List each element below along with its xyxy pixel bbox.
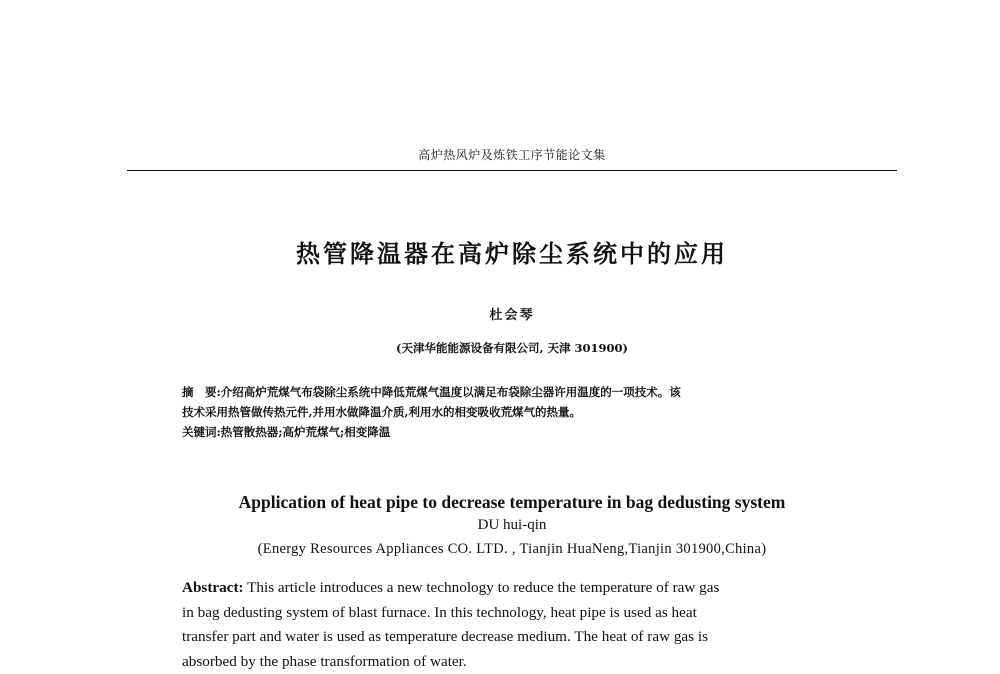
english-abstract-line <box>182 576 842 601</box>
english-abstract-line: transfer part and water is used as temperature decrease medium. The heat of raw gas is <box>182 625 842 650</box>
chinese-affiliation: (天津华能能源设备有限公司, 天津 301900) <box>127 340 897 356</box>
header-rule <box>127 170 897 171</box>
english-affiliation: (Energy Resources Appliances CO. LTD. , Tianjin HuaNeng,Tianjin 301900,China) <box>127 541 897 558</box>
english-abstract <box>182 576 842 674</box>
running-header: 高炉热风炉及炼铁工序节能论文集 <box>127 146 897 163</box>
english-abstract-line: absorbed by the phase transformation of water. <box>182 650 842 674</box>
english-title: Application of heat pipe to decrease temperature in bag dedusting system <box>127 492 897 513</box>
english-author: DU hui-qin <box>127 517 897 534</box>
chinese-keywords: 关键词:热管散热器;高炉荒煤气;相变降温 <box>182 422 842 442</box>
chinese-abstract <box>182 382 842 442</box>
chinese-abstract-line: 摘 要:介绍高炉荒煤气布袋除尘系统中降低荒煤气温度以满足布袋除尘器许用温度的一项技术。该 <box>182 382 842 402</box>
chinese-title: 热管降温器在高炉除尘系统中的应用 <box>127 234 897 269</box>
abstract-text: This article introduces a new technology to reduce the temperature of raw gas <box>244 579 720 596</box>
english-abstract-line: in bag dedusting system of blast furnace. In this technology, heat pipe is used as heat <box>182 601 842 626</box>
chinese-author: 杜会琴 <box>127 304 897 323</box>
abstract-label: Abstract: <box>182 579 244 596</box>
chinese-abstract-line: 技术采用热管做传热元件,并用水做降温介质,利用水的相变吸收荒煤气的热量。 <box>182 402 842 422</box>
